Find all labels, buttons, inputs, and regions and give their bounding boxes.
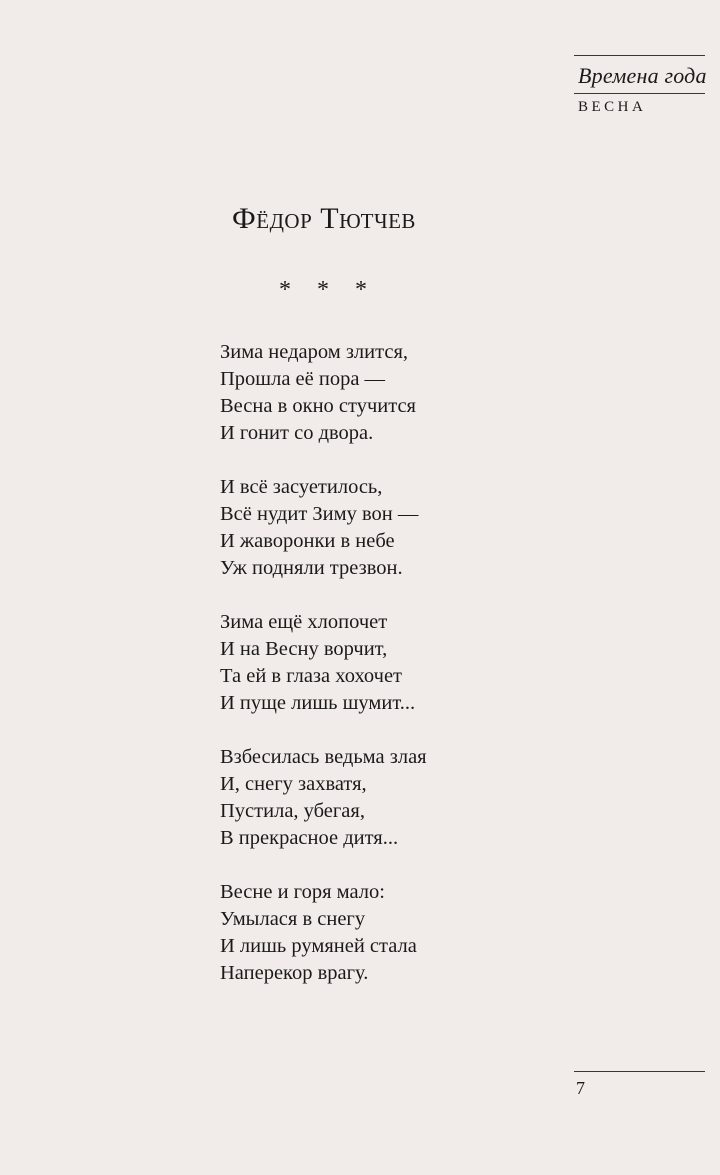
poem-line: И, снегу захватя, (220, 773, 367, 795)
page-number: 7 (576, 1078, 585, 1098)
poem-line: И пуще лишь шумит... (220, 692, 416, 714)
poem-line: Весна в окно стучится (220, 395, 416, 417)
header-top-rule (574, 55, 705, 56)
stanza (220, 609, 427, 717)
stanza (220, 744, 427, 852)
poem-line: Уж подняли трезвон. (220, 557, 403, 579)
stanza (220, 339, 427, 447)
stanza (220, 879, 427, 987)
section-title: Времена года (578, 63, 707, 88)
poem (220, 339, 427, 1014)
stanza (220, 474, 427, 582)
poem-line: Всё нудит Зиму вон — (220, 503, 419, 525)
poem-line: Умылася в снегу (220, 908, 366, 930)
poem-line: Наперекор врагу. (220, 962, 369, 984)
poem-line: И всё засуетилось, (220, 476, 383, 498)
poem-line: И гонит со двора. (220, 422, 374, 444)
poem-line: Весне и горя мало: (220, 881, 385, 903)
author-name: Фёдор Тютчев (232, 202, 416, 235)
poem-line: Зима недаром злится, (220, 341, 408, 363)
stanza-separator: * * * (279, 277, 377, 303)
poem-line: И на Весну ворчит, (220, 638, 388, 660)
poem-line: Прошла её пора — (220, 368, 386, 390)
poem-line: И жаворонки в небе (220, 530, 395, 552)
poem-line: Взбесилась ведьма злая (220, 746, 427, 768)
poem-line: Пустила, убегая, (220, 800, 365, 822)
poem-line: Та ей в глаза хохочет (220, 665, 403, 687)
poem-line: В прекрасное дитя... (220, 827, 399, 849)
subsection-title: ВЕСНА (578, 99, 647, 115)
poem-line: Зима ещё хлопочет (220, 611, 388, 633)
footer-rule (574, 1071, 705, 1072)
header-rule (574, 93, 705, 94)
poem-line: И лишь румяней стала (220, 935, 417, 957)
